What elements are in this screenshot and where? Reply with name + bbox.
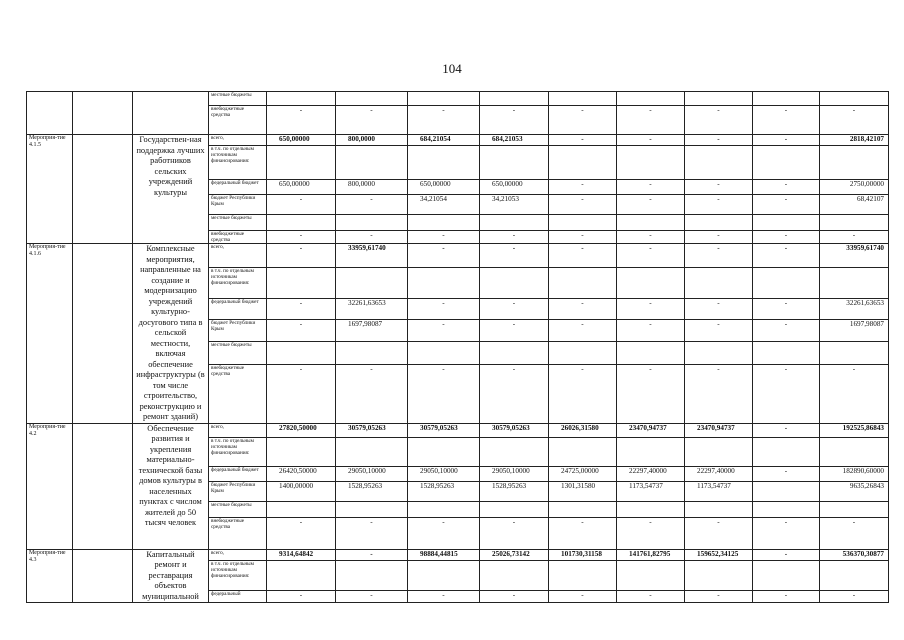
- year-value: [336, 437, 408, 466]
- executor-cell: [73, 549, 133, 603]
- year-value: 29050,10000: [336, 466, 408, 481]
- year-value: [685, 501, 753, 517]
- funding-source: всего,: [209, 423, 267, 437]
- measure-number: Мероприя-тие 4.3: [27, 549, 73, 603]
- year-value: -: [549, 195, 617, 215]
- year-value: [685, 267, 753, 298]
- year-value: -: [685, 180, 753, 195]
- table-row: [27, 549, 889, 561]
- funding-source: федеральный бюджет: [209, 180, 267, 195]
- year-value: -: [685, 106, 753, 135]
- year-value: 29050,10000: [408, 466, 480, 481]
- year-value: 1173,54737: [617, 481, 685, 501]
- year-value: -: [685, 591, 753, 603]
- year-value: [408, 215, 480, 231]
- year-value: -: [267, 517, 336, 549]
- funding-source: бюджет Республики Крым: [209, 319, 267, 342]
- executor-cell: [73, 244, 133, 424]
- year-value: [336, 215, 408, 231]
- year-value: [336, 146, 408, 180]
- year-value: [267, 92, 336, 106]
- year-value: -: [408, 231, 480, 244]
- year-value: 34,21054: [408, 195, 480, 215]
- funding-source: внебюджетные средства: [209, 106, 267, 135]
- year-value: -: [408, 591, 480, 603]
- year-value: 1400,00000: [267, 481, 336, 501]
- total-value: [820, 267, 889, 298]
- year-value: 22297,40000: [685, 466, 753, 481]
- year-value: -: [408, 517, 480, 549]
- year-value: [685, 437, 753, 466]
- year-value: [267, 215, 336, 231]
- year-value: -: [685, 231, 753, 244]
- year-value: -: [549, 365, 617, 423]
- year-value: -: [267, 319, 336, 342]
- year-value: [753, 215, 820, 231]
- funding-source: всего,: [209, 244, 267, 268]
- year-value: -: [685, 244, 753, 268]
- year-value: -: [753, 135, 820, 146]
- measure-number: Мероприя-тие 4.1.6: [27, 244, 73, 424]
- year-value: -: [753, 591, 820, 603]
- total-value: -: [820, 591, 889, 603]
- year-value: 650,00000: [267, 180, 336, 195]
- year-value: 29050,10000: [480, 466, 549, 481]
- funding-source: федеральный бюджет: [209, 466, 267, 481]
- year-value: -: [336, 106, 408, 135]
- total-value: [820, 501, 889, 517]
- year-value: [408, 92, 480, 106]
- year-value: -: [480, 244, 549, 268]
- total-value: -: [820, 231, 889, 244]
- year-value: 22297,40000: [617, 466, 685, 481]
- year-value: 1301,31580: [549, 481, 617, 501]
- table-row: [27, 244, 889, 268]
- year-value: 1528,95263: [336, 481, 408, 501]
- total-value: [820, 215, 889, 231]
- year-value: -: [617, 517, 685, 549]
- year-value: [685, 342, 753, 365]
- year-value: 1697,98087: [336, 319, 408, 342]
- year-value: 650,00000: [480, 180, 549, 195]
- measure-name: Комплексные мероприятия, направленные на создание и модернизацию учреждений культурно-досугового типа в сельской местности, включая обеспечение инфраструктуры (в том числе строительство, реконструкцию и ремонт зданий): [133, 244, 209, 424]
- year-value: -: [617, 244, 685, 268]
- year-value: 30579,05263: [480, 423, 549, 437]
- year-value: [480, 561, 549, 591]
- year-value: [408, 146, 480, 180]
- year-value: [549, 501, 617, 517]
- year-value: -: [549, 135, 617, 146]
- year-value: -: [549, 244, 617, 268]
- year-value: 23470,94737: [685, 423, 753, 437]
- year-value: [549, 215, 617, 231]
- total-value: [820, 92, 889, 106]
- year-value: [336, 267, 408, 298]
- total-value: 68,42107: [820, 195, 889, 215]
- year-value: -: [336, 195, 408, 215]
- funding-source: в т.ч. по отдельным источникам финансирования:: [209, 146, 267, 180]
- year-value: 650,00000: [408, 180, 480, 195]
- year-value: -: [549, 517, 617, 549]
- year-value: -: [336, 591, 408, 603]
- year-value: -: [685, 517, 753, 549]
- year-value: [267, 501, 336, 517]
- year-value: 33959,61740: [336, 244, 408, 268]
- funding-source: всего,: [209, 135, 267, 146]
- total-value: [820, 146, 889, 180]
- year-value: [685, 561, 753, 591]
- year-value: -: [685, 365, 753, 423]
- year-value: -: [617, 106, 685, 135]
- year-value: -: [336, 365, 408, 423]
- funding-source: бюджет Республики Крым: [209, 481, 267, 501]
- total-value: 2750,00000: [820, 180, 889, 195]
- funding-source: местные бюджеты: [209, 215, 267, 231]
- year-value: 800,0000: [336, 135, 408, 146]
- year-value: [480, 146, 549, 180]
- year-value: -: [408, 106, 480, 135]
- total-value: 33959,61740: [820, 244, 889, 268]
- year-value: [549, 437, 617, 466]
- total-value: [820, 561, 889, 591]
- measure-number: Мероприя-тие 4.2: [27, 423, 73, 549]
- year-value: -: [408, 319, 480, 342]
- year-value: [267, 267, 336, 298]
- year-value: [480, 215, 549, 231]
- funding-source: внебюджетные средства: [209, 517, 267, 549]
- year-value: -: [549, 106, 617, 135]
- year-value: -: [480, 299, 549, 320]
- year-value: -: [753, 299, 820, 320]
- year-value: -: [753, 466, 820, 481]
- year-value: [617, 215, 685, 231]
- funding-source: бюджет Республики Крым: [209, 195, 267, 215]
- year-value: -: [753, 106, 820, 135]
- year-value: [336, 501, 408, 517]
- measure-name: Государствен-ная поддержка лучших работников сельских учреждений культуры: [133, 135, 209, 244]
- year-value: [336, 561, 408, 591]
- measure-number: [27, 92, 73, 135]
- year-value: [549, 92, 617, 106]
- year-value: [617, 342, 685, 365]
- measure-name: Обеспечение развития и укрепления материально-технической базы домов культуры в населенных пунктах с числом жителей до 50 тысяч человек: [133, 423, 209, 549]
- year-value: -: [753, 549, 820, 561]
- year-value: -: [408, 244, 480, 268]
- total-value: 192525,86843: [820, 423, 889, 437]
- year-value: -: [480, 517, 549, 549]
- year-value: -: [480, 365, 549, 423]
- funding-source: в т.ч. по отдельным источникам финансирования:: [209, 561, 267, 591]
- year-value: -: [267, 195, 336, 215]
- year-value: -: [267, 591, 336, 603]
- year-value: [753, 267, 820, 298]
- year-value: 30579,05263: [408, 423, 480, 437]
- year-value: -: [480, 591, 549, 603]
- year-value: -: [267, 244, 336, 268]
- year-value: [408, 561, 480, 591]
- year-value: [408, 342, 480, 365]
- funding-source: всего,: [209, 549, 267, 561]
- year-value: [617, 267, 685, 298]
- year-value: -: [617, 135, 685, 146]
- total-value: 182890,60000: [820, 466, 889, 481]
- year-value: [408, 501, 480, 517]
- year-value: -: [753, 195, 820, 215]
- year-value: 1173,54737: [685, 481, 753, 501]
- year-value: 101730,31158: [549, 549, 617, 561]
- year-value: [480, 501, 549, 517]
- year-value: [336, 92, 408, 106]
- measure-number: Мероприя-тие 4.1.5: [27, 135, 73, 244]
- funding-source: в т.ч. по отдельным источникам финансирования:: [209, 267, 267, 298]
- table-row: [27, 423, 889, 437]
- total-value: 1697,98087: [820, 319, 889, 342]
- year-value: -: [685, 299, 753, 320]
- total-value: 9635,26843: [820, 481, 889, 501]
- year-value: 650,00000: [267, 135, 336, 146]
- year-value: -: [408, 365, 480, 423]
- year-value: -: [753, 231, 820, 244]
- year-value: [267, 342, 336, 365]
- year-value: -: [267, 299, 336, 320]
- total-value: [820, 437, 889, 466]
- year-value: [480, 267, 549, 298]
- year-value: [408, 437, 480, 466]
- executor-cell: [73, 92, 133, 135]
- year-value: [480, 92, 549, 106]
- year-value: -: [617, 591, 685, 603]
- year-value: [753, 561, 820, 591]
- year-value: [753, 342, 820, 365]
- year-value: [617, 146, 685, 180]
- year-value: -: [617, 231, 685, 244]
- year-value: [549, 146, 617, 180]
- year-value: 684,21054: [408, 135, 480, 146]
- year-value: -: [685, 195, 753, 215]
- year-value: [617, 561, 685, 591]
- year-value: -: [267, 106, 336, 135]
- year-value: [267, 146, 336, 180]
- executor-cell: [73, 423, 133, 549]
- funding-source: в т.ч. по отдельным источникам финансирования:: [209, 437, 267, 466]
- year-value: [617, 437, 685, 466]
- total-value: -: [820, 365, 889, 423]
- year-value: 23470,94737: [617, 423, 685, 437]
- year-value: [549, 561, 617, 591]
- year-value: [753, 437, 820, 466]
- year-value: -: [617, 299, 685, 320]
- year-value: -: [267, 365, 336, 423]
- year-value: -: [480, 319, 549, 342]
- year-value: -: [617, 319, 685, 342]
- year-value: 25026,73142: [480, 549, 549, 561]
- year-value: -: [549, 299, 617, 320]
- year-value: -: [753, 365, 820, 423]
- year-value: 24725,00000: [549, 466, 617, 481]
- year-value: 9314,64842: [267, 549, 336, 561]
- year-value: 684,21053: [480, 135, 549, 146]
- year-value: [267, 561, 336, 591]
- total-value: 2818,42107: [820, 135, 889, 146]
- year-value: -: [336, 231, 408, 244]
- year-value: -: [753, 517, 820, 549]
- year-value: -: [685, 319, 753, 342]
- year-value: -: [617, 195, 685, 215]
- year-value: [480, 437, 549, 466]
- year-value: 27820,50000: [267, 423, 336, 437]
- year-value: -: [267, 231, 336, 244]
- funding-source: федеральный: [209, 591, 267, 603]
- funding-source: внебюджетные средства: [209, 231, 267, 244]
- year-value: -: [685, 135, 753, 146]
- year-value: [480, 342, 549, 365]
- total-value: -: [820, 517, 889, 549]
- table-row: [27, 135, 889, 146]
- year-value: [267, 437, 336, 466]
- year-value: 30579,05263: [336, 423, 408, 437]
- year-value: 800,0000: [336, 180, 408, 195]
- year-value: -: [753, 319, 820, 342]
- year-value: -: [480, 106, 549, 135]
- measure-name: Капитальный ремонт и реставрация объектов муниципальной: [133, 549, 209, 603]
- year-value: -: [617, 365, 685, 423]
- page-number: 104: [442, 61, 462, 76]
- year-value: [685, 92, 753, 106]
- year-value: [685, 146, 753, 180]
- total-value: 536370,30877: [820, 549, 889, 561]
- year-value: 1528,95263: [480, 481, 549, 501]
- total-value: -: [820, 106, 889, 135]
- funding-source: местные бюджеты: [209, 342, 267, 365]
- year-value: 26026,31580: [549, 423, 617, 437]
- year-value: [336, 342, 408, 365]
- year-value: -: [480, 231, 549, 244]
- year-value: -: [549, 180, 617, 195]
- executor-cell: [73, 135, 133, 244]
- year-value: -: [753, 423, 820, 437]
- year-value: -: [408, 299, 480, 320]
- total-value: 32261,63653: [820, 299, 889, 320]
- year-value: [685, 215, 753, 231]
- funding-source: местные бюджеты: [209, 92, 267, 106]
- year-value: [753, 146, 820, 180]
- year-value: -: [549, 591, 617, 603]
- funding-source: федеральный бюджет: [209, 299, 267, 320]
- total-value: [820, 342, 889, 365]
- year-value: -: [549, 319, 617, 342]
- year-value: -: [617, 180, 685, 195]
- year-value: [753, 481, 820, 501]
- year-value: [753, 92, 820, 106]
- year-value: 159652,34125: [685, 549, 753, 561]
- year-value: 98884,44815: [408, 549, 480, 561]
- year-value: 141761,82795: [617, 549, 685, 561]
- year-value: 26420,50000: [267, 466, 336, 481]
- year-value: -: [753, 180, 820, 195]
- year-value: -: [753, 244, 820, 268]
- measure-name: [133, 92, 209, 135]
- funding-source: местные бюджеты: [209, 501, 267, 517]
- year-value: [549, 342, 617, 365]
- budget-table: [26, 91, 889, 603]
- year-value: [617, 92, 685, 106]
- year-value: -: [336, 549, 408, 561]
- year-value: [617, 501, 685, 517]
- funding-source: внебюджетные средства: [209, 365, 267, 423]
- year-value: 32261,63653: [336, 299, 408, 320]
- year-value: [753, 501, 820, 517]
- year-value: -: [336, 517, 408, 549]
- year-value: -: [549, 231, 617, 244]
- year-value: 1528,95263: [408, 481, 480, 501]
- year-value: [408, 267, 480, 298]
- year-value: [549, 267, 617, 298]
- table-row: [27, 92, 889, 106]
- year-value: 34,21053: [480, 195, 549, 215]
